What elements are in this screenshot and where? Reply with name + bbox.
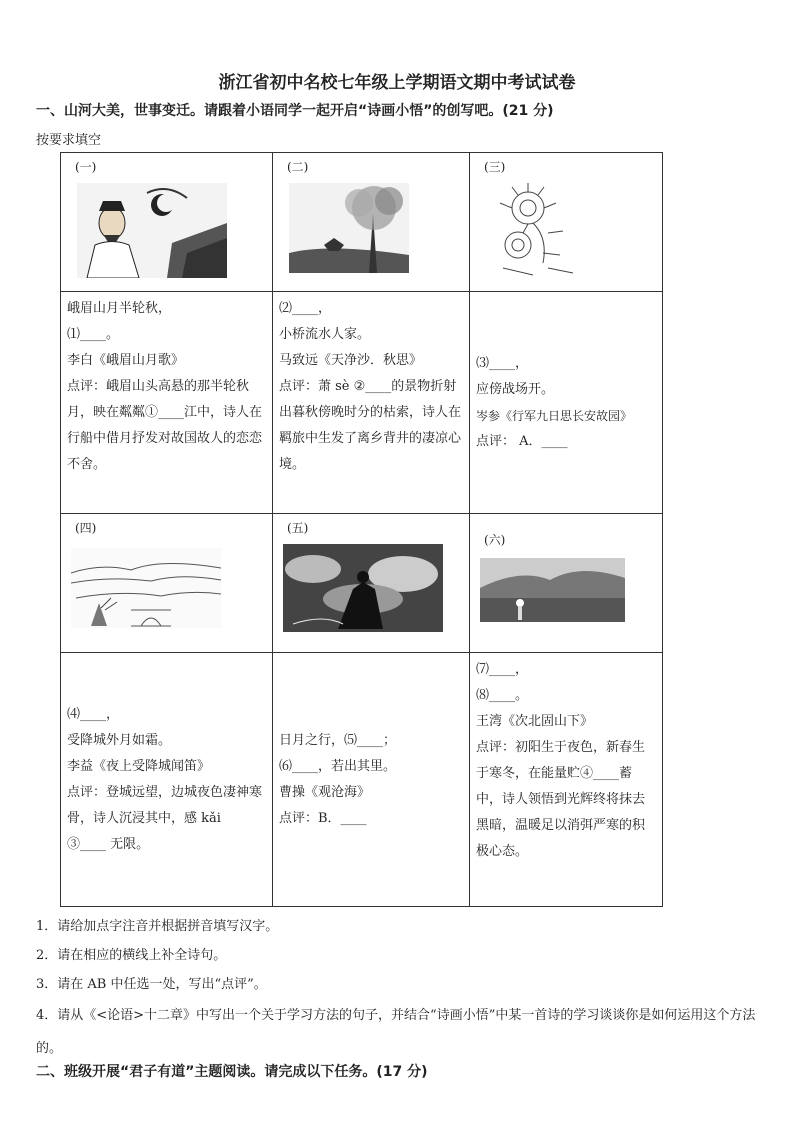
panel-3-text [470, 292, 663, 514]
panel-5-line-1: 日月之行，⑸____； [279, 732, 397, 748]
question-2: 2．请在相应的横线上补全诗句。 [36, 948, 227, 963]
panel-2-line-3: 马致远《天净沙．秋思》 [279, 353, 423, 368]
panel-4-comment-end: ③____ 无限。 [67, 836, 150, 852]
panel-3-image-cell [470, 153, 663, 292]
panel-6-line-3: 王湾《次北固山下》 [476, 714, 594, 729]
question-4: 4．请从《<论语>十二章》中写出一个关于学习方法的句子，并结合“诗画小悟”中某一首诗的学习谈谈你是如何运用这个方法的。 [36, 1008, 756, 1056]
panel-3-line-3: 岑参《行军九日思长安故园》 [476, 408, 633, 423]
panel-6-comment: 点评：初阳生于夜色，新春生于寒冬，在能量贮④____蓄中，诗人领悟到光辉终将抹去黑暗，温暖足以消弭严寒的积极心态。 [476, 740, 646, 859]
question-3: 3．请在 AB 中任选一处，写出“点评”。 [36, 977, 267, 992]
sunrise-river-illustration [480, 558, 625, 622]
panel-5-text [273, 653, 470, 907]
panel-5-image-cell [273, 514, 470, 653]
frontier-snow-illustration [71, 548, 221, 628]
panel-3-label: (三) [484, 160, 506, 174]
panel-1-image-cell [61, 153, 273, 292]
panel-3-line-1: ⑶____， [476, 355, 529, 371]
panel-3-comment: 点评： A．____ [476, 433, 568, 449]
poet-moon-illustration [77, 183, 227, 278]
instruction: 按要求填空 [36, 133, 102, 148]
panel-2-line-1: ⑵____， [279, 301, 332, 316]
panel-1-comment: 点评：峨眉山头高悬的那半轮秋月，映在粼粼①____江中，诗人在行船中借月抒发对故国故人的恋恋不舍。 [67, 379, 263, 472]
panel-5-comment: 点评：B．____ [279, 810, 367, 826]
question-list [36, 912, 766, 1065]
panel-6-text [470, 653, 663, 907]
panel-6-line-2: ⑻____。 [476, 688, 529, 703]
panel-3-line-2: 应傍战场开。 [476, 381, 555, 397]
panel-6-label: (六) [484, 533, 506, 547]
panel-4-image-cell [61, 514, 273, 653]
question-1: 1．请给加点字注音并根据拼音填写汉字。 [36, 919, 279, 934]
page-title: 浙江省初中名校七年级上学期语文期中考试试卷 [218, 73, 576, 93]
section2-heading: 二、班级开展“君子有道”主题阅读。请完成以下任务。(17 分) [36, 1064, 428, 1080]
panel-5-line-3: 曹操《观沧海》 [279, 784, 371, 800]
section1-heading: 一、山河大美，世事变迁。请跟着小语同学一起开启“诗画小悟”的创写吧。(21 分) [36, 103, 554, 119]
panel-1-label: (一) [75, 160, 97, 174]
panel-2-line-2: 小桥流水人家。 [279, 327, 371, 342]
panel-6-line-1: ⑺____， [476, 662, 529, 677]
panel-5-line-2: ⑹____，若出其里。 [279, 758, 397, 774]
panel-4-line-2: 受降城外月如霜。 [67, 732, 172, 748]
panel-1-line-3: 李白《峨眉山月歌》 [67, 353, 185, 368]
panel-1-line-2: ⑴____。 [67, 327, 120, 342]
panel-1-line-1: 峨眉山月半轮秋， [67, 301, 172, 316]
chrysanthemum-illustration [488, 183, 583, 278]
panel-2-image-cell [273, 153, 470, 292]
panel-6-image-cell [470, 514, 663, 653]
panel-5-label: (五) [287, 521, 309, 535]
panel-2-text [273, 292, 470, 514]
poem-table [60, 152, 663, 907]
sea-waves-illustration [283, 544, 443, 632]
panel-2-label: (二) [287, 160, 309, 174]
panel-4-line-1: ⑷____， [67, 706, 120, 722]
panel-1-text [61, 292, 273, 514]
autumn-tree-illustration [289, 183, 409, 273]
panel-4-comment: 点评：登城远望，边城夜色凄神寒骨，诗人沉浸其中，感 kǎi [67, 784, 263, 826]
panel-4-line-3: 李益《夜上受降城闻笛》 [67, 758, 211, 774]
panel-4-label: (四) [75, 521, 97, 535]
panel-2-comment: 点评：萧 sè ②____的景物折射出暮秋傍晚时分的枯索，诗人在羁旅中生发了离乡背井的凄凉心境。 [279, 379, 462, 472]
panel-4-text [61, 653, 273, 907]
